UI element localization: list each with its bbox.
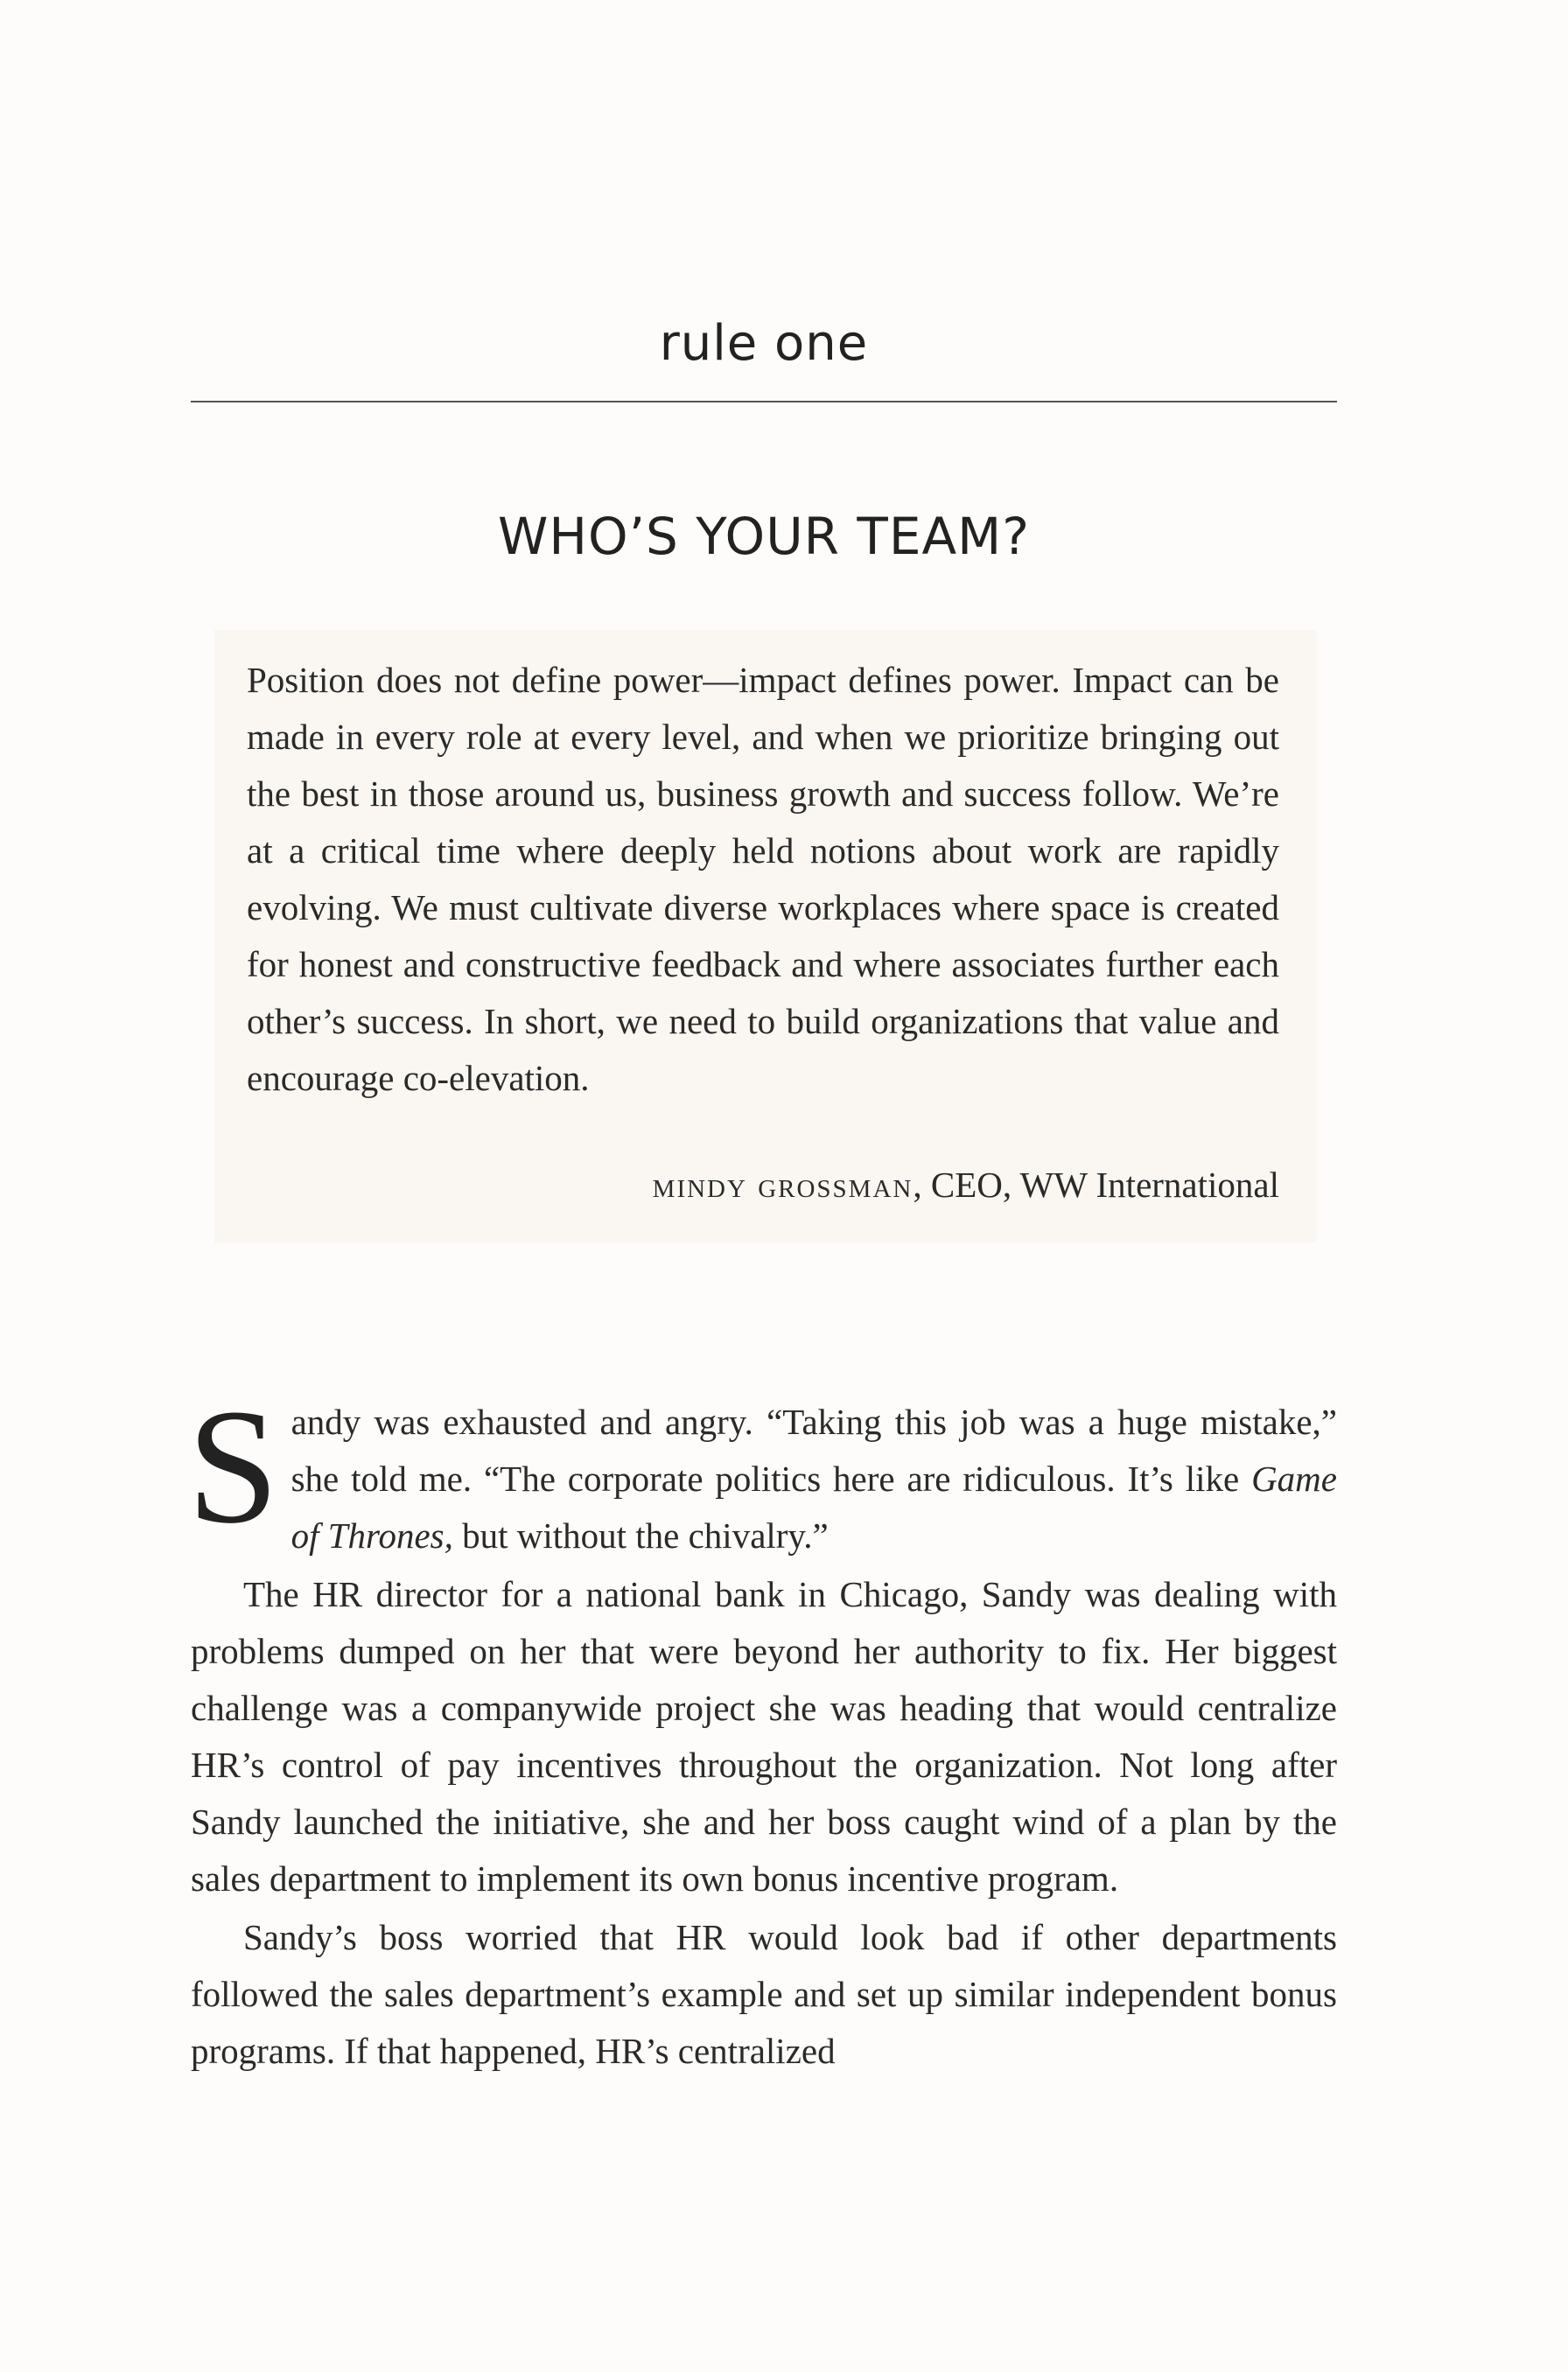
chapter-title: WHO’S YOUR TEAM?	[498, 506, 1030, 566]
epigraph-author-title: , CEO, WW International	[913, 1165, 1279, 1205]
body-text	[187, 1375, 1337, 2080]
paragraph-3: Sandy’s boss worried that HR would look bad if other departments followed the sales department’s example and set up similar independent bonus programs. If that happened, HR’s centralized	[191, 1917, 1337, 2071]
paragraph-1-text-a: andy was exhausted and angry. “Taking this job was a huge mistake,” she told me. “The corporate politics here are ridiculous. It’s like	[290, 1402, 1337, 1499]
paragraph-2: The HR director for a national bank in Chicago, Sandy was dealing with problems dumped on her that were beyond her authority to fix. Her biggest challenge was a companywide project she was heading that would centralize HR’s control of pay incentives throughout the organization. Not long after Sandy launched the initiative, she and her boss caught wind of a plan by the sales department to implement its own bonus incentive program.	[191, 1574, 1337, 1899]
paragraph-1-text-b: but without the chivalry.”	[452, 1515, 829, 1556]
epigraph-quote: Position does not define power—impact defines power. Impact can be made in every role at every level, and when we prioritize bringing out the best in those around us, business growth and success follow. We’re at a critical time where deeply held notions about work are rapidly evolving. We must cultivate diverse workplaces where space is created for honest and constructive feedback and where associates further each other’s success. In short, we need to build organizations that value and encourage co-elevation.	[247, 660, 1279, 1098]
drop-cap: S	[187, 1375, 279, 1557]
chapter-label: rule one	[659, 315, 869, 372]
paragraph-1	[187, 1375, 1337, 1564]
chapter-divider	[191, 401, 1337, 402]
paragraph-1-italic: Game of Thrones,	[290, 1459, 1337, 1556]
epigraph-attribution	[247, 1164, 1279, 1206]
epigraph-author: mindy grossman	[652, 1165, 914, 1205]
